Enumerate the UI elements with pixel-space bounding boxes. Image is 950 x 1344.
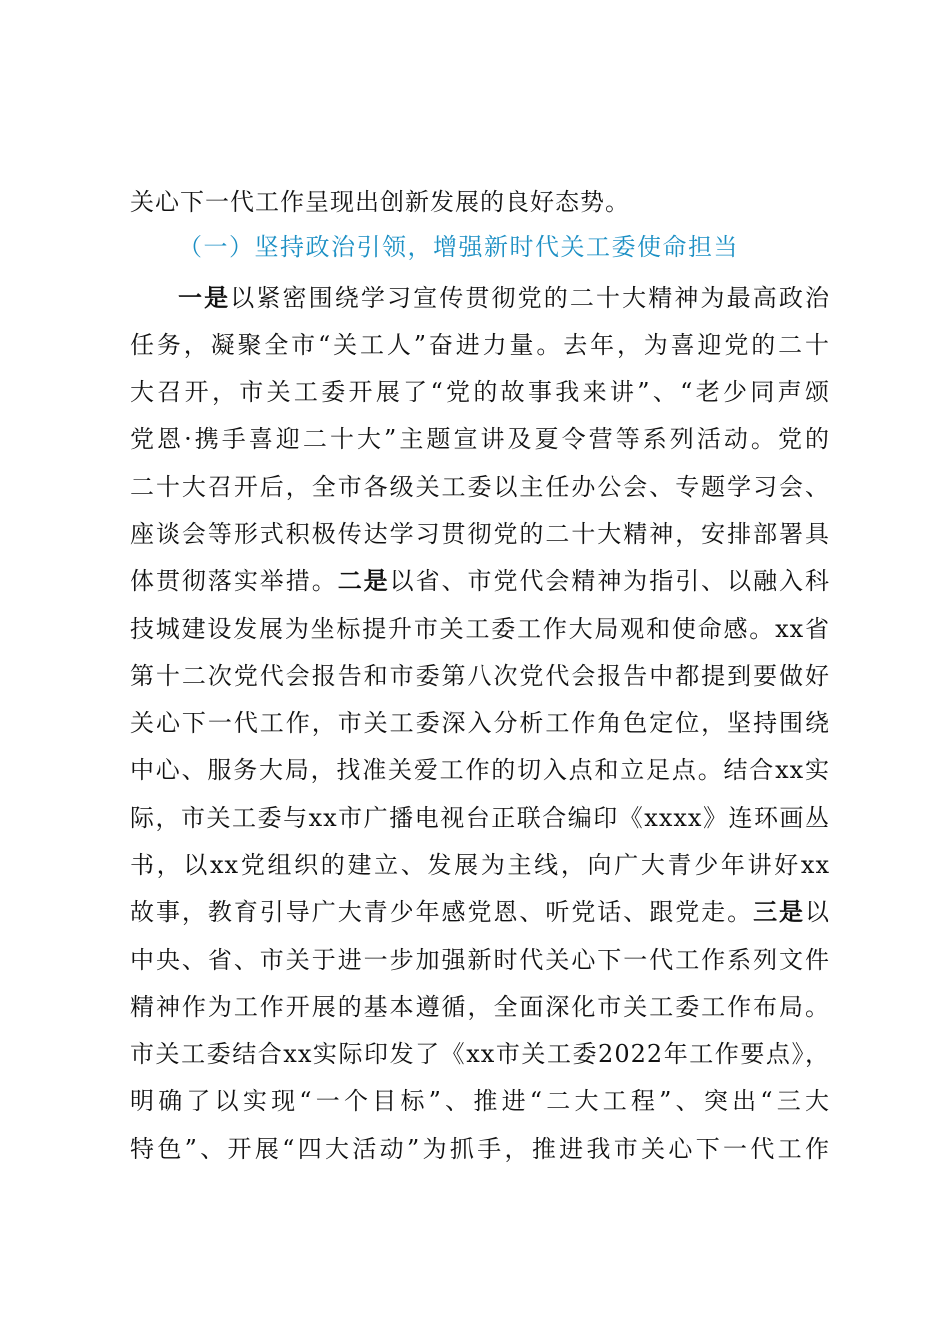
intro-line: 关心下一代工作呈现出创新发展的良好态势。 (130, 188, 630, 216)
line-text: 以紧密围绕学习宣传贯彻党的二十大精神为最高政治 (230, 284, 830, 312)
point-two-label: 二是 (337, 567, 390, 595)
line-text: 以省、市党代会精神为指引、以融入科 (389, 567, 831, 595)
paragraph-line: 特色”、开展“四大活动”为抓手，推进我市关心下一代工作 (130, 1135, 830, 1163)
line-text: 以 (805, 898, 831, 926)
paragraph-line: 第十二次党代会报告和市委第八次党代会报告中都提到要做好 (130, 662, 830, 690)
paragraph-line: 际，市关工委与xx市广播电视台正联合编印《xxxx》连环画丛 (130, 804, 830, 832)
paragraph-line: 明确了以实现“一个目标”、推进“二大工程”、突出“三大 (130, 1087, 830, 1115)
paragraph-line: 党恩·携手喜迎二十大”主题宣讲及夏令营等系列活动。党的 (130, 425, 830, 453)
line-text: 故事，教育引导广大青少年感党恩、听党话、跟党走。 (130, 898, 754, 926)
point-one-label: 一是 (178, 284, 231, 312)
paragraph-line: 精神作为工作开展的基本遵循，全面深化市关工委工作布局。 (130, 993, 830, 1021)
paragraph-line: 关心下一代工作，市关工委深入分析工作角色定位，坚持围绕 (130, 709, 830, 737)
line-text: 体贯彻落实举措。 (130, 567, 338, 595)
paragraph-line: 市关工委结合xx实际印发了《xx市关工委2022年工作要点》， (130, 1040, 830, 1068)
paragraph-line (130, 563, 830, 599)
paragraph-line: 二十大召开后，全市各级关工委以主任办公会、专题学习会、 (130, 473, 830, 501)
paragraph-line: 技城建设发展为坐标提升市关工委工作大局观和使命感。xx省 (130, 615, 830, 643)
paragraph-line (130, 894, 830, 930)
paragraph-line: 书，以xx党组织的建立、发展为主线，向广大青少年讲好xx (130, 851, 830, 879)
paragraph-line: 中心、服务大局，找准关爱工作的切入点和立足点。结合xx实 (130, 756, 830, 784)
paragraph-line: 大召开，市关工委开展了“党的故事我来讲”、“老少同声颂 (130, 378, 830, 406)
paragraph-line: 任务，凝聚全市“关工人”奋进力量。去年，为喜迎党的二十 (130, 331, 830, 359)
point-three-label: 三是 (753, 898, 806, 926)
paragraph-line (178, 280, 830, 316)
section-heading: （一）坚持政治引领，增强新时代关工委使命担当 (178, 233, 739, 261)
paragraph-line: 座谈会等形式积极传达学习贯彻党的二十大精神，安排部署具 (130, 520, 830, 548)
paragraph-line: 中央、省、市关于进一步加强新时代关心下一代工作系列文件 (130, 946, 830, 974)
